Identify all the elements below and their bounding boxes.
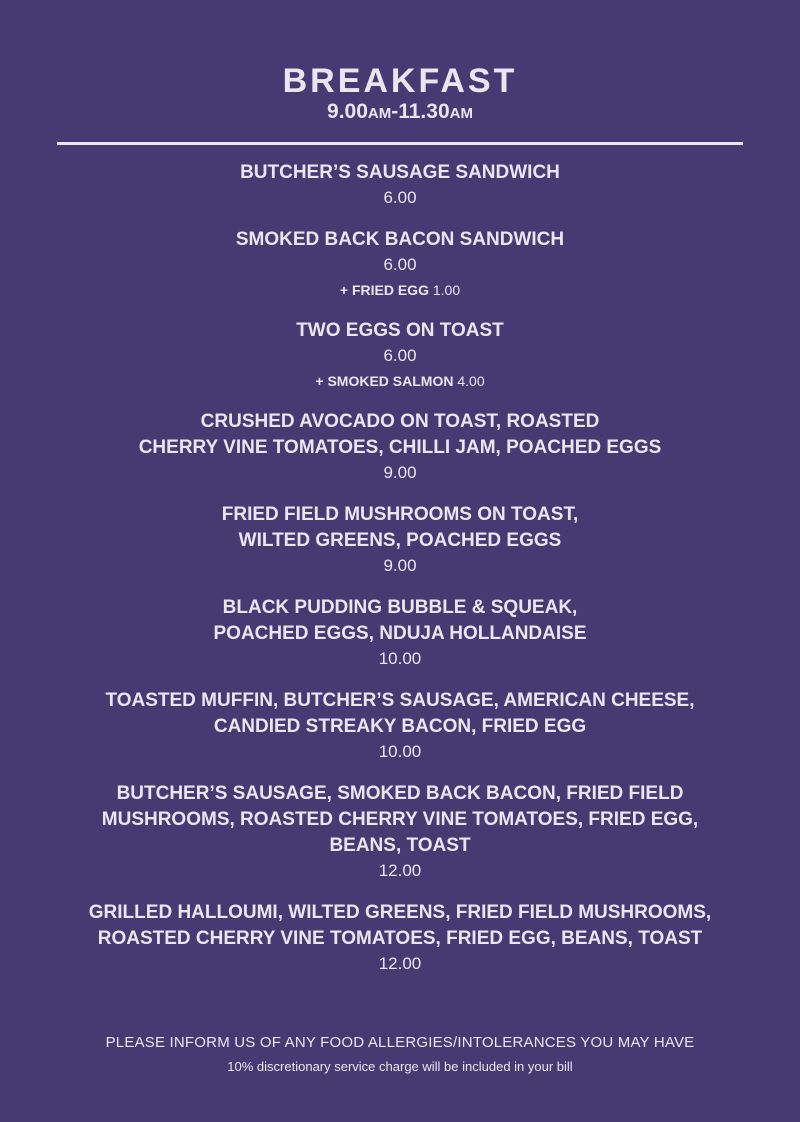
hours-separator: - [391, 100, 399, 123]
item-name [0, 900, 800, 952]
item-name-line: TWO EGGS ON TOAST [296, 320, 504, 341]
menu-header [0, 62, 800, 126]
menu-item [0, 595, 800, 671]
item-name [0, 781, 800, 859]
item-price: 6.00 [383, 255, 417, 274]
item-price: 6.00 [383, 188, 417, 207]
item-name [0, 502, 800, 554]
item-name [0, 160, 800, 186]
addon-price: 1.00 [432, 282, 461, 298]
item-name-line: BEANS, TOAST [329, 835, 471, 856]
item-name [0, 595, 800, 647]
serving-hours [0, 100, 800, 126]
menu-item [0, 160, 800, 210]
item-name-line: TOASTED MUFFIN, BUTCHER’S SAUSAGE, AMERICAN CHEESE, [105, 690, 695, 711]
item-price: 12.00 [378, 954, 422, 973]
item-price: 9.00 [383, 556, 417, 575]
menu-item [0, 688, 800, 764]
item-name [0, 227, 800, 253]
item-price: 9.00 [383, 463, 417, 482]
menu-items [0, 160, 800, 993]
item-name-line: ROASTED CHERRY VINE TOMATOES, FRIED EGG, BEANS, TOAST [97, 928, 703, 949]
addon-label: + FRIED EGG [339, 282, 429, 298]
service-charge-note: 10% discretionary service charge will be included in your bill [227, 1059, 573, 1074]
item-name [0, 409, 800, 461]
addon-price: 4.00 [457, 373, 485, 389]
hours-start-suffix: AM [367, 105, 392, 122]
hours-start: 9.00 [327, 100, 368, 123]
item-name-line: CRUSHED AVOCADO ON TOAST, ROASTED [200, 411, 600, 432]
item-name [0, 318, 800, 344]
hours-end-suffix: AM [449, 105, 473, 122]
allergy-notice: PLEASE INFORM US OF ANY FOOD ALLERGIES/INTOLERANCES YOU MAY HAVE [105, 1034, 695, 1051]
item-name-line: BUTCHER’S SAUSAGE SANDWICH [240, 162, 560, 183]
menu-title: BREAKFAST [282, 62, 518, 100]
menu-item [0, 502, 800, 578]
hours-end: 11.30 [398, 100, 450, 123]
addon-label: + SMOKED SALMON [315, 373, 454, 389]
item-name [0, 688, 800, 740]
item-price: 10.00 [378, 649, 422, 668]
item-name-line: POACHED EGGS, NDUJA HOLLANDAISE [213, 623, 587, 644]
item-price: 10.00 [378, 742, 422, 761]
menu-item [0, 409, 800, 485]
item-addon [0, 279, 800, 301]
item-name-line: MUSHROOMS, ROASTED CHERRY VINE TOMATOES, FRIED EGG, [101, 809, 699, 830]
item-addon [0, 370, 800, 392]
item-name-line: BLACK PUDDING BUBBLE & SQUEAK, [222, 597, 578, 618]
menu-item [0, 781, 800, 883]
item-name-line: CANDIED STREAKY BACON, FRIED EGG [213, 716, 587, 737]
item-name-line: WILTED GREENS, POACHED EGGS [238, 530, 562, 551]
item-name-line: FRIED FIELD MUSHROOMS ON TOAST, [221, 504, 579, 525]
header-divider [57, 142, 743, 145]
menu-item [0, 900, 800, 976]
menu-footer [0, 1033, 800, 1077]
item-name-line: CHERRY VINE TOMATOES, CHILLI JAM, POACHED EGGS [138, 437, 662, 458]
item-name-line: BUTCHER’S SAUSAGE, SMOKED BACK BACON, FRIED FIELD [116, 783, 684, 804]
menu-item [0, 318, 800, 392]
item-name-line: SMOKED BACK BACON SANDWICH [235, 229, 565, 250]
item-price: 6.00 [383, 346, 417, 365]
item-name-line: GRILLED HALLOUMI, WILTED GREENS, FRIED FIELD MUSHROOMS, [88, 902, 712, 923]
menu-item [0, 227, 800, 301]
item-price: 12.00 [378, 861, 422, 880]
